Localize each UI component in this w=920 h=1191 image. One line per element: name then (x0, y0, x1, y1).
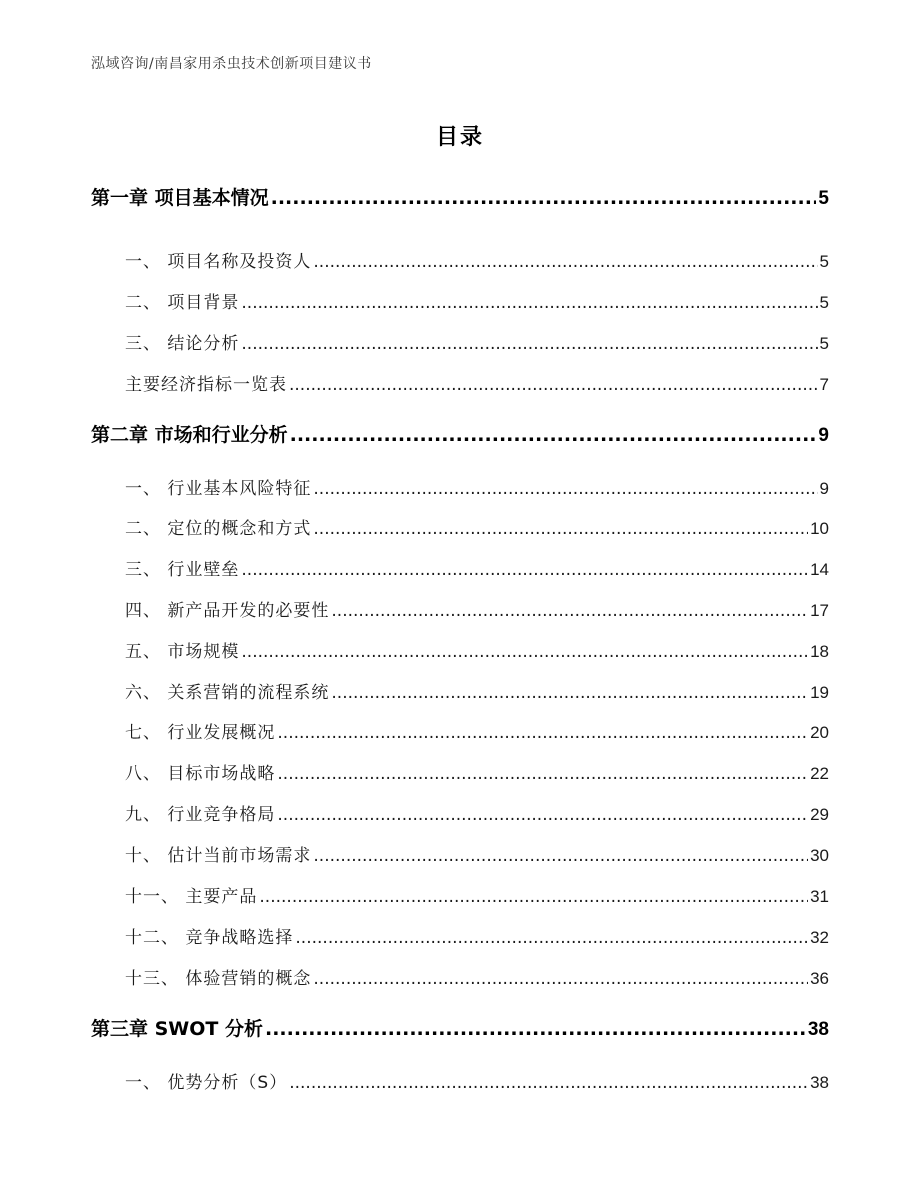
toc-dot-leader (331, 683, 808, 703)
toc-section-entry[interactable] (125, 288, 829, 313)
toc-section-entry[interactable] (125, 247, 829, 272)
toc-entry-label: 第三章 SWOT 分析 (91, 1018, 263, 1040)
toc-dot-leader (241, 642, 808, 662)
toc-title: 目录 (435, 125, 484, 150)
toc-entry-label: 五、 市场规模 (125, 642, 240, 662)
toc-dot-leader (289, 375, 818, 395)
toc-dot-leader (259, 887, 808, 907)
toc-entry-label: 二、 定位的概念和方式 (125, 519, 312, 539)
toc-dot-leader (241, 334, 817, 354)
toc-page-number: 5 (819, 252, 829, 271)
toc-page-number: 5 (818, 188, 829, 209)
toc-dot-leader (277, 764, 808, 784)
toc-entry-label: 第二章 市场和行业分析 (91, 424, 288, 446)
toc-page-number: 18 (810, 642, 829, 661)
toc-dot-leader (289, 1073, 808, 1093)
toc-entry-label: 第一章 项目基本情况 (91, 187, 269, 209)
toc-section-entry[interactable] (125, 555, 829, 580)
toc-entry-label: 四、 新产品开发的必要性 (125, 601, 330, 621)
toc-dot-leader (241, 293, 817, 313)
toc-section-entry[interactable] (125, 329, 829, 354)
toc-chapter-entry[interactable] (91, 1014, 829, 1041)
toc-page-number: 9 (818, 425, 829, 446)
toc-section-entry[interactable] (125, 841, 829, 866)
toc-dot-leader (277, 805, 808, 825)
toc-section-entry[interactable] (125, 800, 829, 825)
toc-dot-leader (290, 424, 817, 446)
toc-entry-label: 一、 行业基本风险特征 (125, 479, 312, 499)
toc-section-entry[interactable] (125, 759, 829, 784)
toc-chapter-entry[interactable] (91, 420, 829, 447)
toc-page-number: 14 (810, 560, 829, 579)
toc-dot-leader (313, 252, 817, 272)
page-header: 泓域咨询/南昌家用杀虫技术创新项目建议书 (91, 56, 372, 72)
toc-page-number: 36 (810, 969, 829, 988)
toc-page-number: 22 (810, 764, 829, 783)
toc-page-number: 38 (810, 1073, 829, 1092)
toc-page-number: 31 (810, 887, 829, 906)
toc-entry-label: 十、 估计当前市场需求 (125, 846, 312, 866)
toc-entry-label: 一、 优势分析（S） (125, 1073, 288, 1093)
toc-page-number: 10 (810, 519, 829, 538)
toc-entry-label: 一、 项目名称及投资人 (125, 252, 312, 272)
toc-dot-leader (313, 479, 817, 499)
toc-dot-leader (313, 846, 808, 866)
toc-section-entry[interactable] (125, 514, 829, 539)
toc-dot-leader (265, 1018, 806, 1040)
toc-page-number: 5 (819, 334, 829, 353)
toc-dot-leader (313, 519, 808, 539)
toc-section-entry[interactable] (125, 1068, 829, 1093)
toc-page-number: 19 (810, 683, 829, 702)
toc-page-number: 5 (819, 293, 829, 312)
toc-page-number: 29 (810, 805, 829, 824)
toc-section-entry[interactable] (125, 637, 829, 662)
toc-page-number: 30 (810, 846, 829, 865)
toc-entry-label: 九、 行业竞争格局 (125, 805, 276, 825)
toc-page-number: 20 (810, 723, 829, 742)
toc-entry-label: 主要经济指标一览表 (125, 375, 287, 395)
toc-dot-leader (295, 928, 808, 948)
toc-page-number: 7 (819, 375, 829, 394)
toc-dot-leader (271, 187, 817, 209)
toc-dot-leader (331, 601, 808, 621)
toc-section-entry[interactable] (125, 596, 829, 621)
toc-page-number: 32 (810, 928, 829, 947)
toc-page-number: 9 (819, 479, 829, 498)
toc-entry-label: 七、 行业发展概况 (125, 723, 276, 743)
toc-chapter-entry[interactable] (91, 183, 829, 210)
toc-entry-label: 十二、 竞争战略选择 (125, 928, 294, 948)
toc-entry-label: 二、 项目背景 (125, 293, 240, 313)
toc-page-number: 17 (810, 601, 829, 620)
toc-section-entry[interactable] (125, 678, 829, 703)
toc-entry-label: 八、 目标市场战略 (125, 764, 276, 784)
toc-dot-leader (241, 560, 808, 580)
toc-entry-label: 十三、 体验营销的概念 (125, 969, 312, 989)
toc-dot-leader (277, 723, 808, 743)
toc-entry-label: 三、 行业壁垒 (125, 560, 240, 580)
toc-section-entry[interactable] (125, 718, 829, 743)
toc-section-entry[interactable] (125, 882, 829, 907)
toc-section-entry[interactable] (125, 474, 829, 499)
toc-entry-label: 十一、 主要产品 (125, 887, 258, 907)
toc-page-number: 38 (807, 1019, 829, 1040)
toc-section-entry[interactable] (125, 370, 829, 395)
toc-entry-label: 六、 关系营销的流程系统 (125, 683, 330, 703)
toc-section-entry[interactable] (125, 923, 829, 948)
toc-dot-leader (313, 969, 808, 989)
toc-entry-label: 三、 结论分析 (125, 334, 240, 354)
toc-section-entry[interactable] (125, 964, 829, 989)
